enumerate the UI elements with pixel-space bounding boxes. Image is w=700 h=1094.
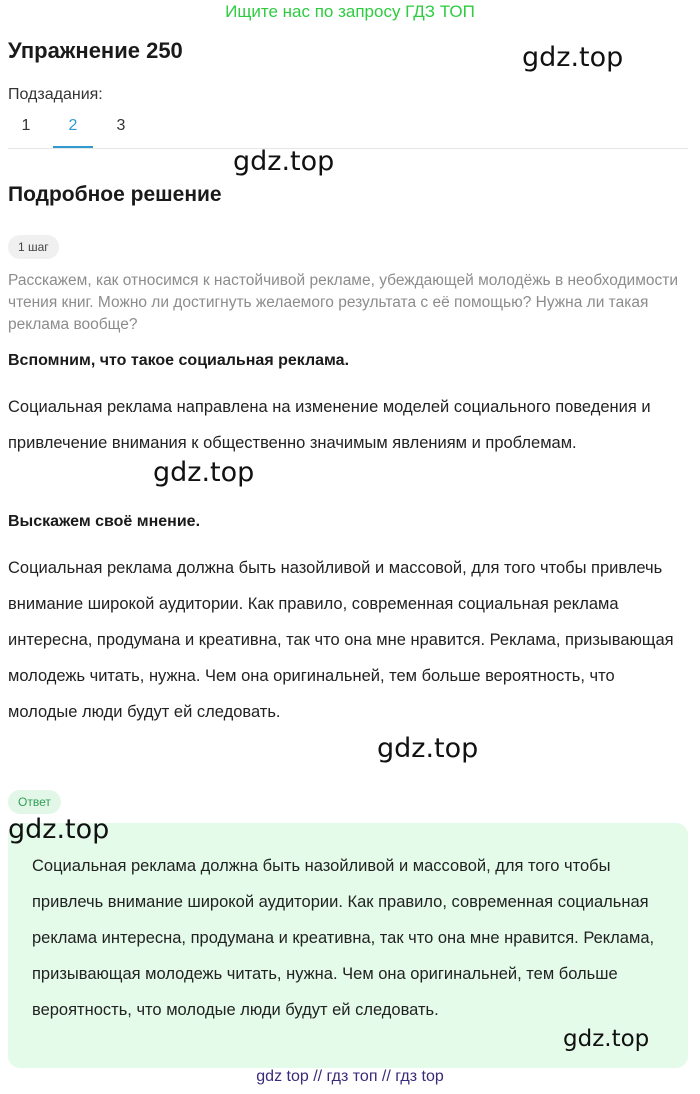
heading-opinion: Выскажем своё мнение. xyxy=(8,513,201,530)
watermark: gdz.top xyxy=(8,814,110,845)
opinion-paragraph: Социальная реклама должна быть назойливой и массовой, для того чтобы привлечь внимание широкой аудитории. Как правило, современная социальная реклама интересна, продумана и креативна, так что она мне нравится. Реклама, призывающая молодежь читать, нужна. Чем она оригинальней, тем больше вероятность, что молодые люди будут ей следовать. xyxy=(8,559,674,721)
page-title: Упражнение 250 xyxy=(8,38,183,63)
heading-definition: Вспомним, что такое социальная реклама. xyxy=(8,352,350,369)
watermark: gdz.top xyxy=(522,42,624,73)
tab-subtask-3[interactable]: 3 xyxy=(116,117,126,134)
watermark: gdz.top xyxy=(377,733,479,764)
watermark: gdz.top xyxy=(233,146,335,177)
watermark: gdz.top xyxy=(563,1026,650,1052)
tab-subtask-1[interactable]: 1 xyxy=(21,117,31,134)
footer-links[interactable]: gdz top // гдз топ // гдз top xyxy=(256,1068,444,1085)
subtasks-label: Подзадания: xyxy=(8,86,103,103)
subtask-tabs xyxy=(8,116,688,149)
definition-paragraph: Социальная реклама направлена на изменение моделей социального поведения и привлечение внимания к общественно значимым явлениям и проблемам. xyxy=(8,398,651,452)
step-badge: 1 шаг xyxy=(8,235,59,259)
answer-badge: Ответ xyxy=(8,790,61,814)
question-text: Расскажем, как относимся к настойчивой рекламе, убеждающей молодёжь в необходимости чтения книг. Можно ли достигнуть желаемого результата с её помощью? Нужна ли такая реклама вообще? xyxy=(8,272,678,333)
top-banner: Ищите нас по запросу ГДЗ ТОП xyxy=(225,2,475,21)
tab-subtask-2[interactable]: 2 xyxy=(53,116,93,148)
answer-text: Социальная реклама должна быть назойливой и массовой, для того чтобы привлечь внимание широкой аудитории. Как правило, современная социальная реклама интересна, продумана и креативна, так что она мне нравится. Реклама, призывающая молодежь читать, нужна. Чем она оригинальней, тем больше вероятность, что молодые люди будут ей следовать. xyxy=(32,857,655,1019)
watermark: gdz.top xyxy=(153,457,255,488)
section-title: Подробное решение xyxy=(8,183,222,206)
